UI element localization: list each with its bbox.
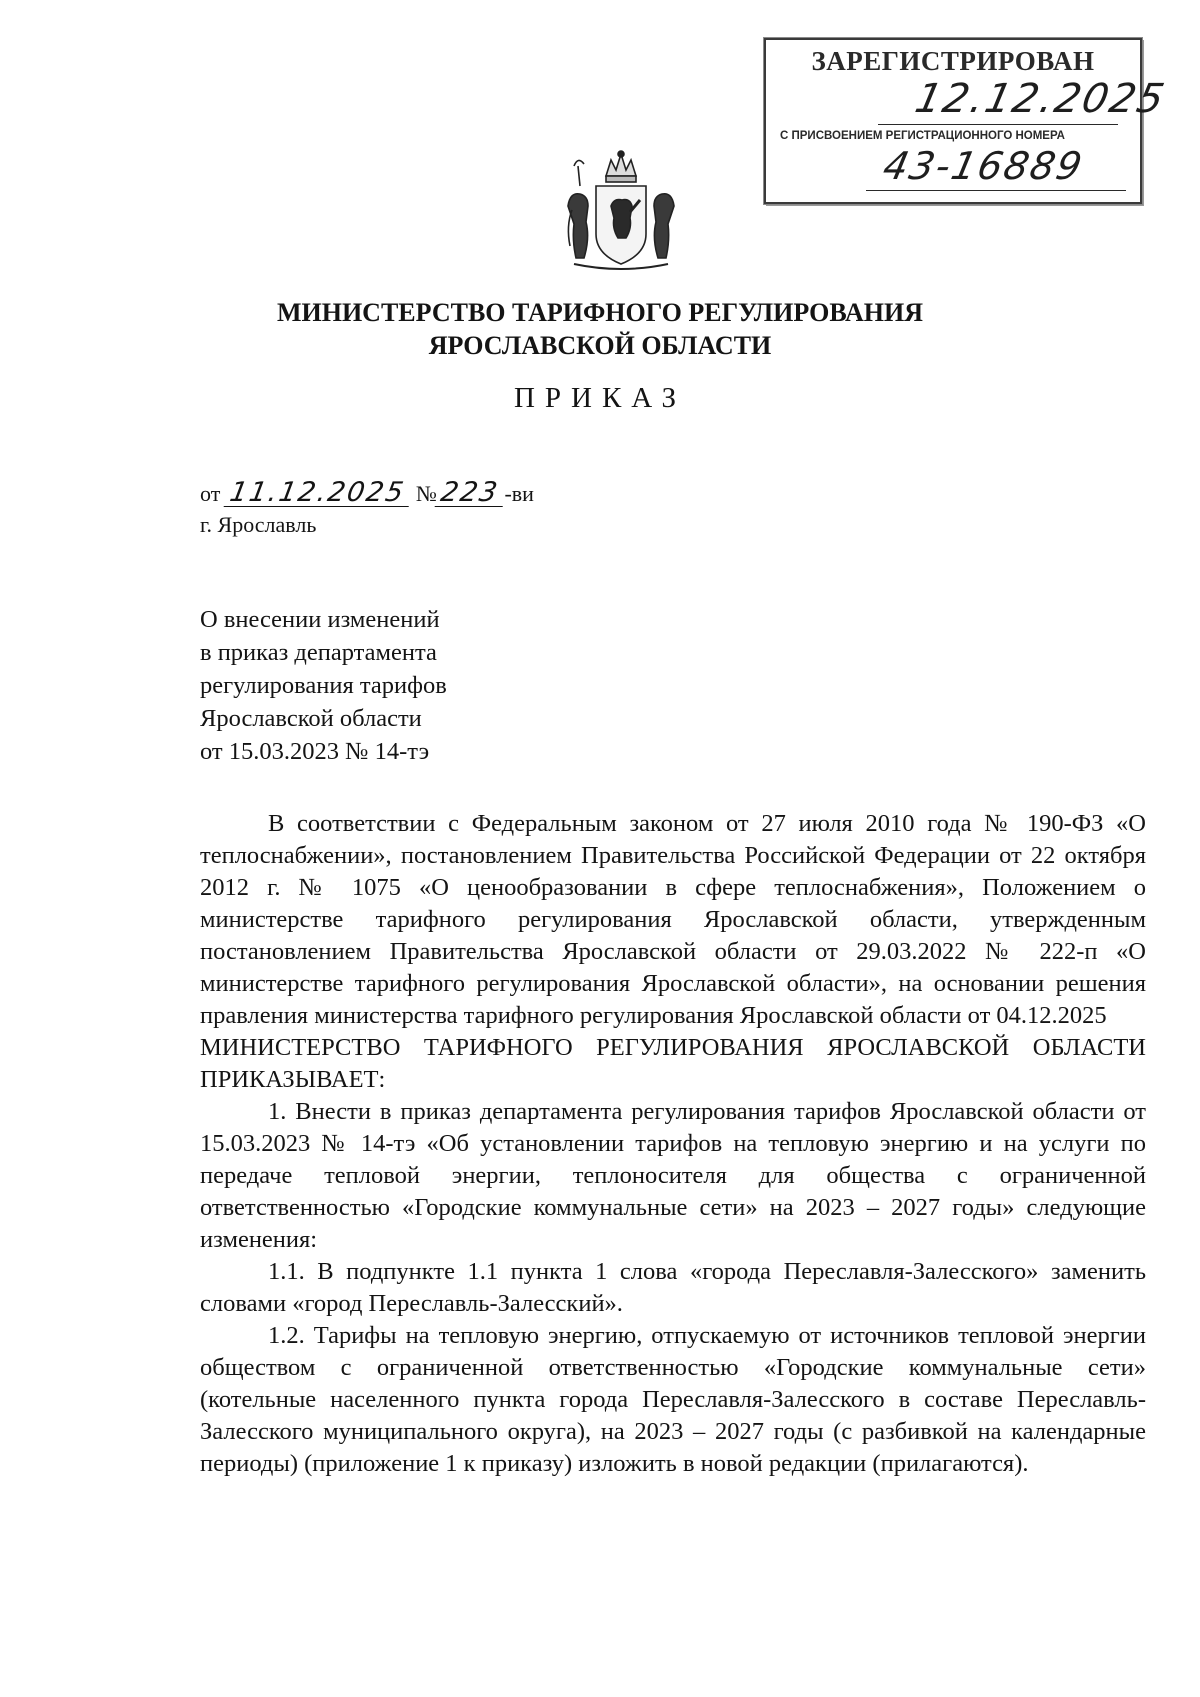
item-1-paragraph: 1. Внести в приказ департамента регулирования тарифов Ярославской области от 15.03.2023 № 14-тэ «Об установлении тарифов на тепловую энергию и на услуги по передаче тепловой энергии, теплоносителя для общества с ограниченной ответственностью «Городские коммунальные сети» на 2023 – 2027 годы» следующие изменения: [200,1098,1146,1253]
order-subject [200,603,447,768]
ministry-name-line1: МИНИСТЕРСТВО ТАРИФНОГО РЕГУЛИРОВАНИЯ [276,298,924,327]
ministry-name [0,296,1200,362]
number-label: № [415,481,437,506]
registration-stamp [764,38,1170,204]
order-number-suffix: -ви [504,481,534,506]
stamp-handwritten-date: 12.12.2025 [911,76,1170,122]
stamp-number-underline [866,190,1126,191]
order-number-handwritten: 223 [435,480,507,507]
from-label: от [200,481,221,506]
document-type-title: ПРИКАЗ [513,382,687,414]
city-label: г. Ярославль [200,512,317,537]
stamp-title: ЗАРЕГИСТРИРОВАН [811,46,1095,76]
stamp-handwritten-number: 43-16889 [879,144,1088,188]
preamble-paragraph: В соответствии с Федеральным законом от 27 июля 2010 года № 190-ФЗ «О теплоснабжении», постановлением Правительства Российской Федерации от 22 октября 2012 г. № 1075 «О ценообразовании в сфере теплоснабжения», Положением о министерстве тарифного регулирования Ярославской области, утвержденным постановлением Правительства Ярославской области от 29.03.2022 № 222-п «О министерстве тарифного регулирования Ярославской области», на основании решения правления министерства тарифного регулирования Ярославской области от 04.12.2025 [200,810,1146,1029]
subject-line: от 15.03.2023 № 14-тэ [200,738,430,765]
ministry-name-line2: ЯРОСЛАВСКОЙ ОБЛАСТИ [428,331,772,360]
subject-line: О внесении изменений [200,606,440,633]
order-body [200,808,1146,1480]
stamp-caption: С ПРИСВОЕНИЕМ РЕГИСТРАЦИОННОГО НОМЕРА [780,130,1065,142]
subject-line: регулирования тарифов [200,672,447,699]
coat-of-arms-icon [556,146,686,274]
order-phrase: МИНИСТЕРСТВО ТАРИФНОГО РЕГУЛИРОВАНИЯ ЯРОСЛАВСКОЙ ОБЛАСТИ ПРИКАЗЫВАЕТ: [200,1034,1146,1093]
order-date-handwritten: 11.12.2025 [223,480,412,507]
item-1-2-paragraph: 1.2. Тарифы на тепловую энергию, отпускаемую от источников тепловой энергии обществом с ограниченной ответственностью «Городские коммунальные сети» (котельные населенного пункта города Переславля-Залесского в составе Переславль-Залесского муниципального округа), на 2023 – 2027 годы (с разбивкой на календарные периоды) (приложение 1 к приказу) изложить в новой редакции (прилагаются). [200,1322,1146,1477]
item-1-1-paragraph: 1.1. В подпункте 1.1 пункта 1 слова «города Переславля-Залесского» заменить словами «город Переславль-Залесский». [200,1258,1146,1317]
stamp-date-underline [878,124,1118,125]
subject-line: Ярославской области [200,705,422,732]
subject-line: в приказ департамента [200,639,437,666]
